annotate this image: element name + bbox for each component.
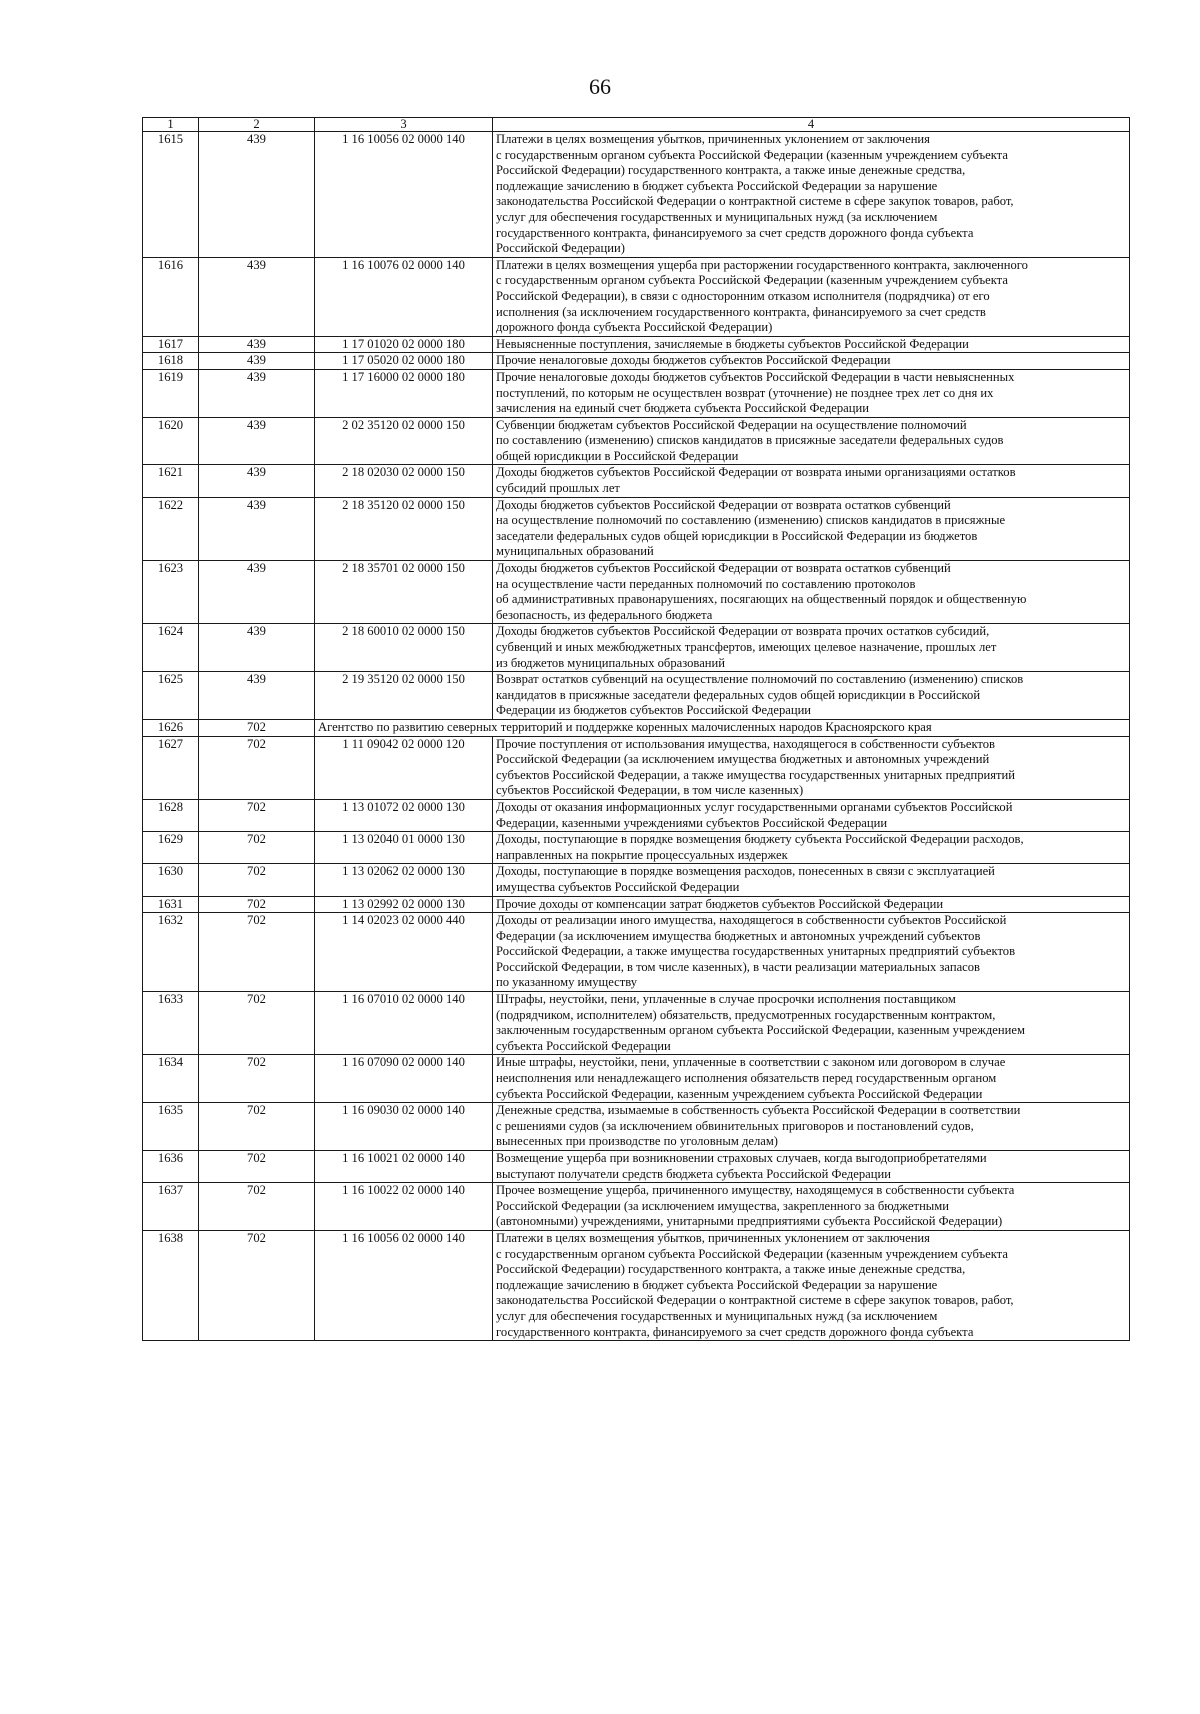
table-row bbox=[143, 992, 1130, 1055]
administrator-code-cell: 702 bbox=[199, 1151, 315, 1183]
column-header-1: 1 bbox=[143, 118, 199, 132]
table-header-row bbox=[143, 118, 1130, 132]
administrator-code-cell: 439 bbox=[199, 336, 315, 353]
revenue-description-cell: Доходы от реализации иного имущества, находящегося в собственности субъектов Российской Федерации (за исключением имущества бюджетных и автономных учреждений субъектов Российской Федерации, а также имущества государственных унитарных предприятий субъектов Российской Федерации, в том числе казенных), в части реализации материальных запасов по указанному имуществу bbox=[493, 913, 1130, 992]
revenue-description-cell: Прочие поступления от использования имущества, находящегося в собственности субъектов Российской Федерации (за исключением имущества бюджетных и автономных учреждений субъектов Российской Федерации, а также имущества государственных унитарных предприятий субъектов Российской Федерации, в том числе казенных) bbox=[493, 736, 1130, 799]
budget-classification-code-cell: 1 16 10022 02 0000 140 bbox=[315, 1183, 493, 1231]
administrator-code-cell: 439 bbox=[199, 465, 315, 497]
budget-classification-code-cell: 1 16 10021 02 0000 140 bbox=[315, 1151, 493, 1183]
row-number-cell: 1621 bbox=[143, 465, 199, 497]
revenue-description-cell: Субвенции бюджетам субъектов Российской Федерации на осуществление полномочий по составлению (изменению) списков кандидатов в присяжные заседатели федеральных судов общей юрисдикции в Российской Федерации bbox=[493, 417, 1130, 465]
row-number-cell: 1634 bbox=[143, 1055, 199, 1103]
revenue-description-cell: Доходы бюджетов субъектов Российской Федерации от возврата прочих остатков субсидий, субвенций и иных межбюджетных трансфертов, имеющих целевое назначение, прошлых лет из бюджетов муниципальных образований bbox=[493, 624, 1130, 672]
revenue-description-cell: Доходы бюджетов субъектов Российской Федерации от возврата остатков субвенций на осуществление части переданных полномочий по составлению протоколов об административных правонарушениях, посягающих на общественный порядок и общественную безопасность, из федерального бюджета bbox=[493, 561, 1130, 624]
administrator-name-cell: Агентство по развитию северных территорий и поддержке коренных малочисленных народов Красноярского края bbox=[315, 719, 1130, 736]
table-row bbox=[143, 336, 1130, 353]
administrator-code-cell: 439 bbox=[199, 497, 315, 560]
budget-classification-code-cell: 1 13 02062 02 0000 130 bbox=[315, 864, 493, 896]
administrator-code-cell: 702 bbox=[199, 736, 315, 799]
row-number-cell: 1629 bbox=[143, 832, 199, 864]
budget-classification-code-cell: 2 18 35120 02 0000 150 bbox=[315, 497, 493, 560]
budget-classification-code-cell: 1 13 02040 01 0000 130 bbox=[315, 832, 493, 864]
budget-classification-code-cell: 1 13 01072 02 0000 130 bbox=[315, 799, 493, 831]
revenue-description-cell: Денежные средства, изымаемые в собственность субъекта Российской Федерации в соответствии с решениями судов (за исключением обвинительных приговоров и постановлений судов, вынесенных при производстве по уголовным делам) bbox=[493, 1103, 1130, 1151]
row-number-cell: 1616 bbox=[143, 257, 199, 336]
table-row bbox=[143, 497, 1130, 560]
table-row bbox=[143, 1103, 1130, 1151]
row-number-cell: 1625 bbox=[143, 672, 199, 720]
revenue-description-cell: Прочие доходы от компенсации затрат бюджетов субъектов Российской Федерации bbox=[493, 896, 1130, 913]
column-header-3: 3 bbox=[315, 118, 493, 132]
table-row bbox=[143, 1230, 1130, 1340]
budget-classification-code-cell: 2 18 35701 02 0000 150 bbox=[315, 561, 493, 624]
revenue-description-cell: Доходы, поступающие в порядке возмещения бюджету субъекта Российской Федерации расходов, направленных на покрытие процессуальных издержек bbox=[493, 832, 1130, 864]
revenue-description-cell: Платежи в целях возмещения ущерба при расторжении государственного контракта, заключенного с государственным органом субъекта Российской Федерации (казенным учреждением субъекта Российской Федерации), в связи с односторонним отказом исполнителя (подрядчика) от его исполнения (за исключением государственного контракта, финансируемого за счет средств дорожного фонда субъекта Российской Федерации) bbox=[493, 257, 1130, 336]
budget-classification-code-cell: 1 17 01020 02 0000 180 bbox=[315, 336, 493, 353]
table-body bbox=[143, 132, 1130, 1341]
table-row bbox=[143, 672, 1130, 720]
table-row bbox=[143, 719, 1130, 736]
administrator-code-cell: 702 bbox=[199, 992, 315, 1055]
budget-classification-code-cell: 2 18 02030 02 0000 150 bbox=[315, 465, 493, 497]
row-number-cell: 1632 bbox=[143, 913, 199, 992]
row-number-cell: 1623 bbox=[143, 561, 199, 624]
budget-classification-code-cell: 1 11 09042 02 0000 120 bbox=[315, 736, 493, 799]
revenue-description-cell: Доходы бюджетов субъектов Российской Федерации от возврата остатков субвенций на осуществление полномочий по составлению (изменению) списков кандидатов в присяжные заседатели федеральных судов общей юрисдикции в Российской Федерации из бюджетов муниципальных образований bbox=[493, 497, 1130, 560]
revenue-description-cell: Возврат остатков субвенций на осуществление полномочий по составлению (изменению) списков кандидатов в присяжные заседатели федеральных судов общей юрисдикции в Российской Федерации из бюджетов субъектов Российской Федерации bbox=[493, 672, 1130, 720]
row-number-cell: 1620 bbox=[143, 417, 199, 465]
revenue-codes-table bbox=[142, 117, 1130, 1341]
row-number-cell: 1622 bbox=[143, 497, 199, 560]
budget-classification-code-cell: 1 17 05020 02 0000 180 bbox=[315, 353, 493, 370]
table-row bbox=[143, 465, 1130, 497]
row-number-cell: 1638 bbox=[143, 1230, 199, 1340]
row-number-cell: 1630 bbox=[143, 864, 199, 896]
row-number-cell: 1619 bbox=[143, 369, 199, 417]
table-row bbox=[143, 369, 1130, 417]
table-row bbox=[143, 624, 1130, 672]
budget-classification-code-cell: 1 17 16000 02 0000 180 bbox=[315, 369, 493, 417]
table-row bbox=[143, 832, 1130, 864]
administrator-code-cell: 702 bbox=[199, 1055, 315, 1103]
table-row bbox=[143, 896, 1130, 913]
administrator-code-cell: 702 bbox=[199, 832, 315, 864]
budget-classification-code-cell: 2 19 35120 02 0000 150 bbox=[315, 672, 493, 720]
row-number-cell: 1615 bbox=[143, 132, 199, 258]
administrator-code-cell: 439 bbox=[199, 257, 315, 336]
administrator-code-cell: 439 bbox=[199, 132, 315, 258]
administrator-code-cell: 439 bbox=[199, 353, 315, 370]
row-number-cell: 1636 bbox=[143, 1151, 199, 1183]
table-row bbox=[143, 353, 1130, 370]
revenue-description-cell: Прочие неналоговые доходы бюджетов субъектов Российской Федерации в части невыясненных поступлений, по которым не осуществлен возврат (уточнение) не позднее трех лет со дня их зачисления на единый счет бюджета субъекта Российской Федерации bbox=[493, 369, 1130, 417]
budget-classification-code-cell: 2 02 35120 02 0000 150 bbox=[315, 417, 493, 465]
column-header-2: 2 bbox=[199, 118, 315, 132]
budget-classification-code-cell: 1 14 02023 02 0000 440 bbox=[315, 913, 493, 992]
revenue-description-cell: Возмещение ущерба при возникновении страховых случаев, когда выгодоприобретателями выступают получатели средств бюджета субъекта Российской Федерации bbox=[493, 1151, 1130, 1183]
administrator-code-cell: 439 bbox=[199, 624, 315, 672]
column-header-4: 4 bbox=[493, 118, 1130, 132]
budget-classification-code-cell: 1 16 07010 02 0000 140 bbox=[315, 992, 493, 1055]
administrator-code-cell: 702 bbox=[199, 896, 315, 913]
budget-classification-code-cell: 1 16 10076 02 0000 140 bbox=[315, 257, 493, 336]
administrator-code-cell: 702 bbox=[199, 799, 315, 831]
revenue-description-cell: Иные штрафы, неустойки, пени, уплаченные в соответствии с законом или договором в случае неисполнения или ненадлежащего исполнения обязательств перед государственным органом субъекта Российской Федерации, казенным учреждением субъекта Российской Федерации bbox=[493, 1055, 1130, 1103]
administrator-code-cell: 702 bbox=[199, 1183, 315, 1231]
row-number-cell: 1633 bbox=[143, 992, 199, 1055]
administrator-code-cell: 702 bbox=[199, 913, 315, 992]
revenue-description-cell: Доходы от оказания информационных услуг государственными органами субъектов Российской Федерации, казенными учреждениями субъектов Российской Федерации bbox=[493, 799, 1130, 831]
table-row bbox=[143, 1055, 1130, 1103]
budget-classification-code-cell: 1 16 09030 02 0000 140 bbox=[315, 1103, 493, 1151]
row-number-cell: 1624 bbox=[143, 624, 199, 672]
revenue-description-cell: Доходы бюджетов субъектов Российской Федерации от возврата иными организациями остатков субсидий прошлых лет bbox=[493, 465, 1130, 497]
table-row bbox=[143, 561, 1130, 624]
budget-classification-code-cell: 1 16 07090 02 0000 140 bbox=[315, 1055, 493, 1103]
budget-classification-code-cell: 1 16 10056 02 0000 140 bbox=[315, 1230, 493, 1340]
budget-classification-code-cell: 1 13 02992 02 0000 130 bbox=[315, 896, 493, 913]
administrator-code-cell: 439 bbox=[199, 417, 315, 465]
administrator-code-cell: 702 bbox=[199, 1103, 315, 1151]
page-number: 66 bbox=[589, 74, 611, 99]
administrator-code-cell: 439 bbox=[199, 672, 315, 720]
administrator-code-cell: 439 bbox=[199, 561, 315, 624]
administrator-code-cell: 702 bbox=[199, 1230, 315, 1340]
row-number-cell: 1626 bbox=[143, 719, 199, 736]
row-number-cell: 1628 bbox=[143, 799, 199, 831]
administrator-code-cell: 439 bbox=[199, 369, 315, 417]
row-number-cell: 1618 bbox=[143, 353, 199, 370]
revenue-description-cell: Платежи в целях возмещения убытков, причиненных уклонением от заключения с государственным органом субъекта Российской Федерации (казенным учреждением субъекта Российской Федерации) государственного контракта, а также иные денежные средства, подлежащие зачислению в бюджет субъекта Российской Федерации за нарушение законодательства Российской Федерации о контрактной системе в сфере закупок товаров, работ, услуг для обеспечения государственных и муниципальных нужд (за исключением государственного контракта, финансируемого за счет средств дорожного фонда субъекта bbox=[493, 1230, 1130, 1340]
table-row bbox=[143, 1183, 1130, 1231]
table-row bbox=[143, 257, 1130, 336]
row-number-cell: 1637 bbox=[143, 1183, 199, 1231]
revenue-description-cell: Штрафы, неустойки, пени, уплаченные в случае просрочки исполнения поставщиком (подрядчиком, исполнителем) обязательств, предусмотренных государственным контрактом, заключенным государственным органом субъекта Российской Федерации, казенным учреждением субъекта Российской Федерации bbox=[493, 992, 1130, 1055]
revenue-description-cell: Доходы, поступающие в порядке возмещения расходов, понесенных в связи с эксплуатацией имущества субъектов Российской Федерации bbox=[493, 864, 1130, 896]
table-row bbox=[143, 913, 1130, 992]
row-number-cell: 1627 bbox=[143, 736, 199, 799]
row-number-cell: 1635 bbox=[143, 1103, 199, 1151]
table-row bbox=[143, 799, 1130, 831]
revenue-description-cell: Невыясненные поступления, зачисляемые в бюджеты субъектов Российской Федерации bbox=[493, 336, 1130, 353]
table-row bbox=[143, 417, 1130, 465]
budget-classification-code-cell: 1 16 10056 02 0000 140 bbox=[315, 132, 493, 258]
table-row bbox=[143, 736, 1130, 799]
row-number-cell: 1617 bbox=[143, 336, 199, 353]
table-row bbox=[143, 1151, 1130, 1183]
table-row bbox=[143, 864, 1130, 896]
revenue-description-cell: Платежи в целях возмещения убытков, причиненных уклонением от заключения с государственным органом субъекта Российской Федерации (казенным учреждением субъекта Российской Федерации) государственного контракта, а также иные денежные средства, подлежащие зачислению в бюджет субъекта Российской Федерации за нарушение законодательства Российской Федерации о контрактной системе в сфере закупок товаров, работ, услуг для обеспечения государственных и муниципальных нужд (за исключением государственного контракта, финансируемого за счет средств дорожного фонда субъекта Российской Федерации) bbox=[493, 132, 1130, 258]
revenue-description-cell: Прочие неналоговые доходы бюджетов субъектов Российской Федерации bbox=[493, 353, 1130, 370]
row-number-cell: 1631 bbox=[143, 896, 199, 913]
table-row bbox=[143, 132, 1130, 258]
administrator-code-cell: 702 bbox=[199, 864, 315, 896]
administrator-code-cell: 702 bbox=[199, 719, 315, 736]
revenue-description-cell: Прочее возмещение ущерба, причиненного имуществу, находящемуся в собственности субъекта Российской Федерации (за исключением имущества, закрепленного за бюджетными (автономными) учреждениями, унитарными предприятиями субъекта Российской Федерации) bbox=[493, 1183, 1130, 1231]
budget-classification-code-cell: 2 18 60010 02 0000 150 bbox=[315, 624, 493, 672]
